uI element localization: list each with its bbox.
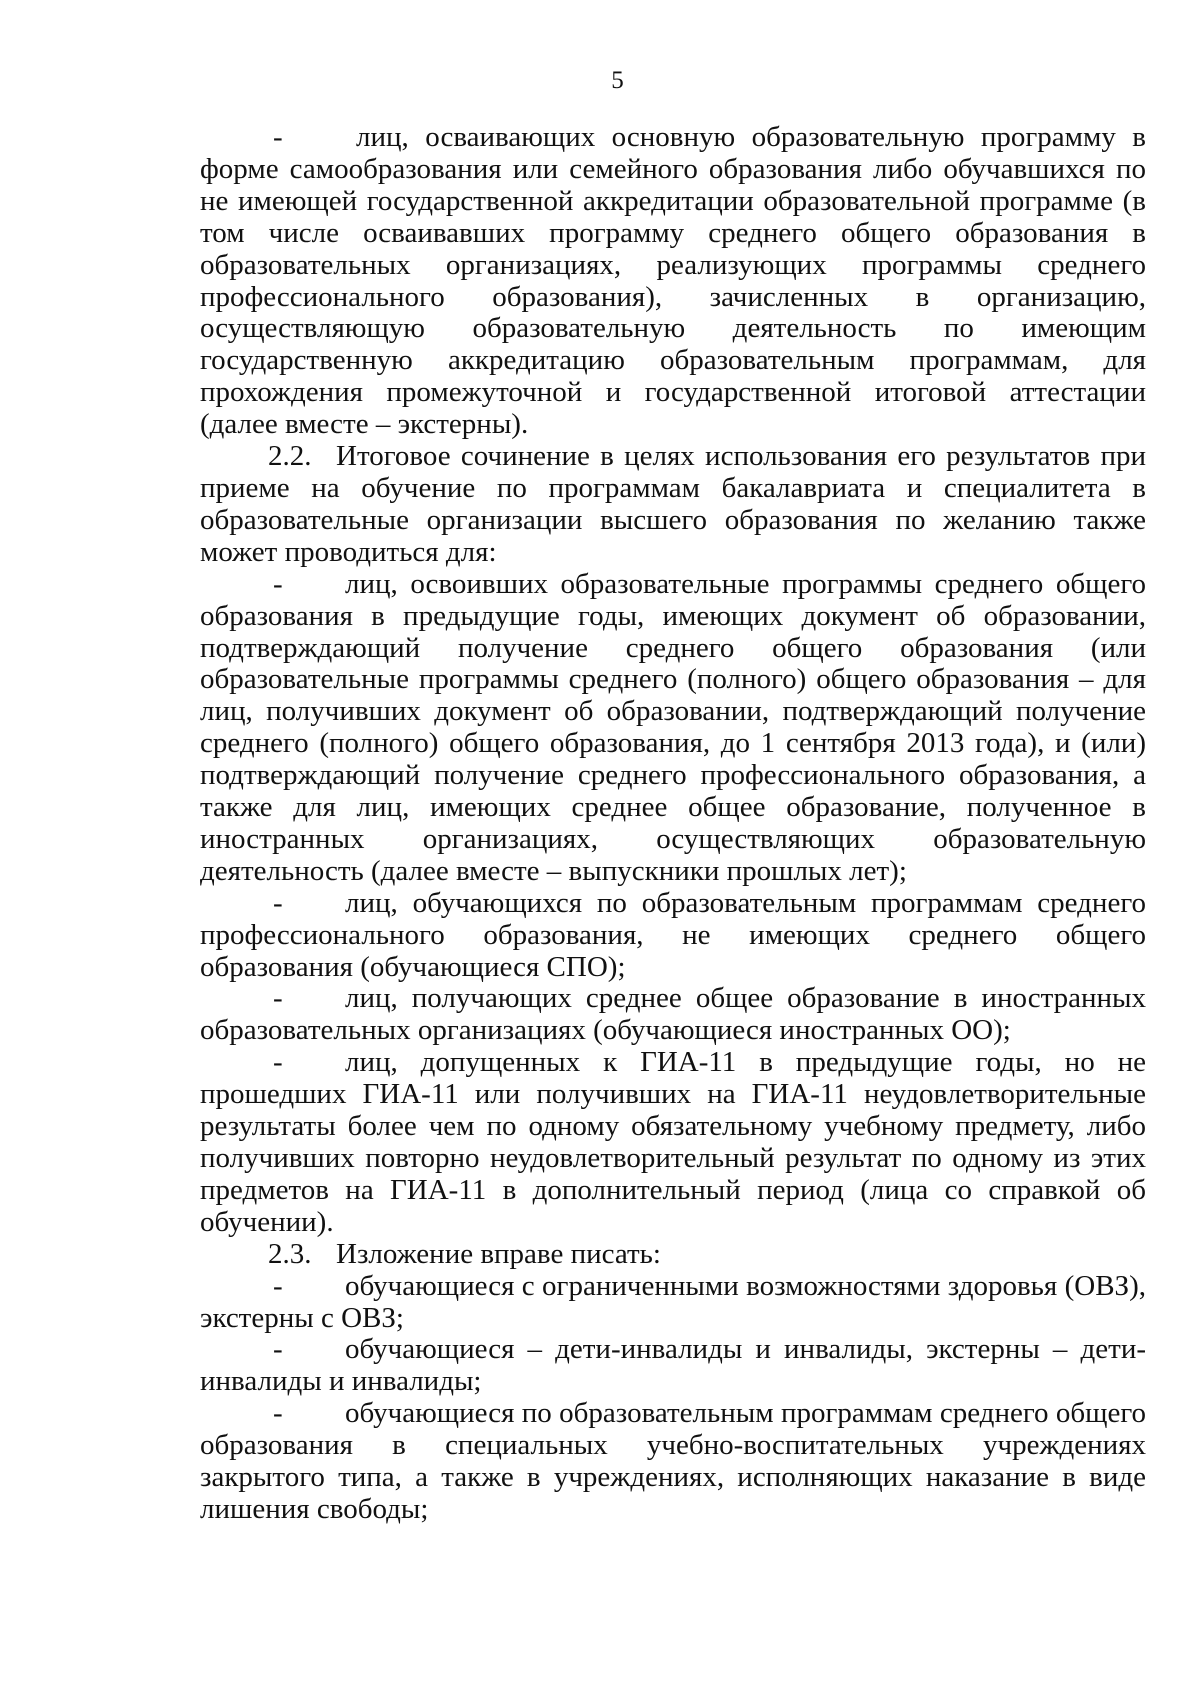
list-marker: -	[273, 121, 283, 153]
list-marker: -	[273, 1333, 283, 1366]
list-item-externs	[200, 122, 1146, 441]
list-marker: -	[273, 1046, 283, 1079]
list-item-text: лиц, осваивающих основную образовательную программу в форме самообразования или семейного образования либо обучавшихся по не имеющей государственной аккредитации образовательной программе (в том числе осваивавших программу среднего общего образования в образовательных организациях, реализующих программы среднего профессионального образования), зачисленных в организацию, осуществляющую образовательную деятельность по имеющим государственную аккредитацию образовательным программам, для прохождения промежуточной и государственной итоговой аттестации (далее вместе – экстерны).	[200, 121, 1146, 441]
list-marker: -	[273, 886, 283, 919]
list-item-ovz	[200, 1271, 1146, 1335]
clause-2-3	[200, 1239, 1146, 1271]
list-item-text: лиц, освоивших образовательные программы среднего общего образования в предыдущие годы, имеющих документ об образовании, подтверждающий получение среднего общего образования (или образовательные программы среднего (полного) общего образования – для лиц, получивших документ об образовании, подтверждающий получение среднего (полного) общего образования, до 1 сентября 2013 года), и (или) подтверждающий получение среднего профессионального образования, а также для лиц, имеющих среднее общее образование, полученное в иностранных организациях, осуществляющих образовательную деятельность (далее вместе – выпускники прошлых лет);	[200, 567, 1146, 887]
list-item-text: обучающиеся с ограниченными возможностями здоровья (ОВЗ), экстерны с ОВЗ;	[200, 1269, 1146, 1334]
list-item-closed-institutions	[200, 1398, 1146, 1526]
list-item-text: обучающиеся по образовательным программам среднего общего образования в специальных учебно-воспитательных учреждениях закрытого типа, а также в учреждениях, исполняющих наказание в виде лишения свободы;	[200, 1397, 1146, 1525]
list-marker: -	[273, 567, 283, 600]
list-marker: -	[273, 1269, 283, 1302]
list-item-certificate-holders	[200, 1047, 1146, 1238]
list-marker: -	[273, 982, 283, 1015]
list-item-graduates	[200, 569, 1146, 888]
list-item-text: обучающиеся – дети-инвалиды и инвалиды, экстерны – дети-инвалиды и инвалиды;	[200, 1333, 1146, 1398]
list-item-spo-students	[200, 888, 1146, 984]
clause-text: Итоговое сочинение в целях использования его результатов при приеме на обучение по программам бакалавриата и специалитета в образовательные организации высшего образования по желанию также может проводиться для:	[200, 440, 1146, 568]
list-item-text: лиц, получающих среднее общее образование в иностранных образовательных организациях (обучающиеся иностранных ОО);	[200, 982, 1146, 1047]
clause-2-2	[200, 441, 1146, 569]
clause-text: Изложение вправе писать:	[336, 1237, 661, 1270]
list-item-foreign-students	[200, 983, 1146, 1047]
clause-number: 2.2.	[268, 440, 312, 473]
list-item-text: лиц, обучающихся по образовательным программам среднего профессионального образования, не имеющих среднего общего образования (обучающиеся СПО);	[200, 886, 1146, 983]
page-number: 5	[611, 67, 624, 94]
clause-number: 2.3.	[268, 1237, 312, 1270]
list-item-disabled	[200, 1334, 1146, 1398]
document-body	[200, 122, 1146, 1526]
list-marker: -	[273, 1397, 283, 1430]
list-item-text: лиц, допущенных к ГИА-11 в предыдущие годы, но не прошедших ГИА-11 или получивших на ГИА-11 неудовлетворительные результаты более чем по одному обязательному учебному предмету, либо получивших повторно неудовлетворительный результат по одному из этих предметов на ГИА-11 в дополнительный период (лица со справкой об обучении).	[200, 1046, 1146, 1238]
